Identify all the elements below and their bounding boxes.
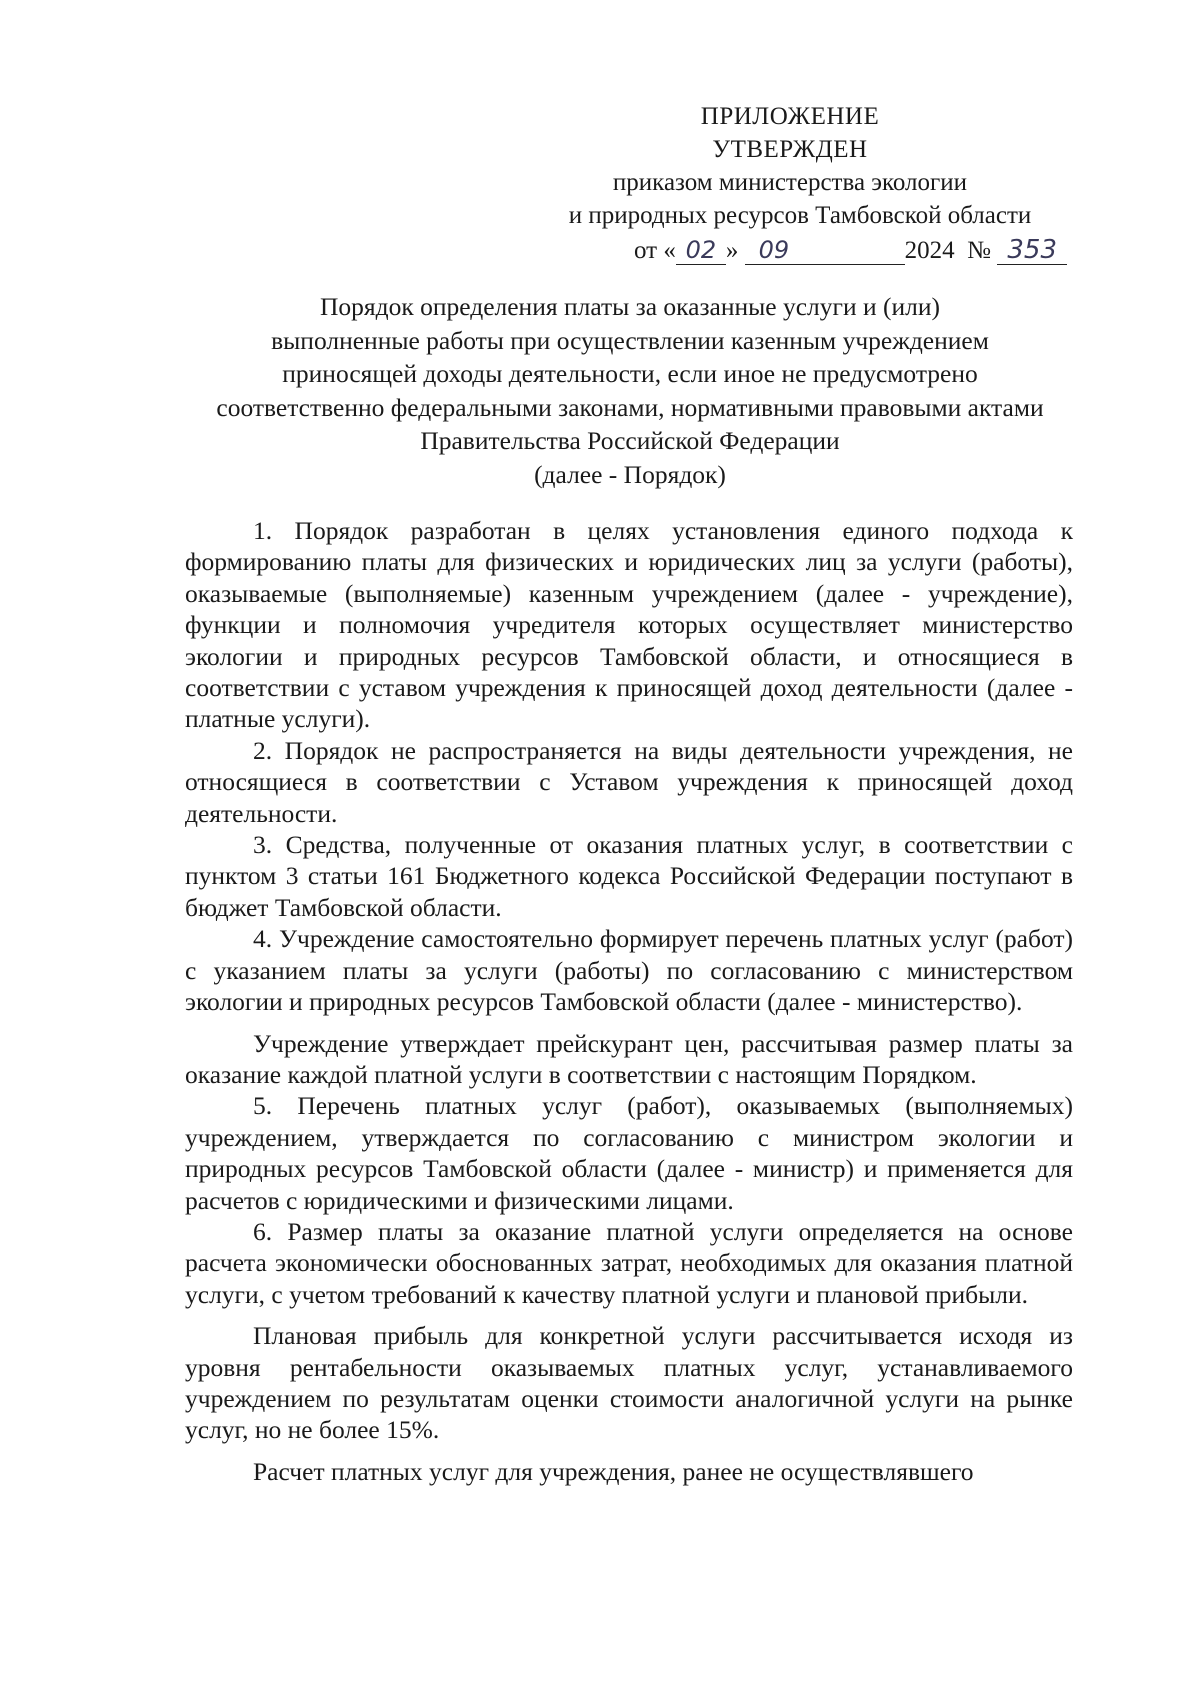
paragraph-6-calculation: Расчет платных услуг для учреждения, ранее не осуществлявшего [253,1456,974,1486]
title-line: соответственно федеральными законами, нормативными правовыми актами [216,392,1044,422]
handwritten-day: 02 [676,236,726,265]
date-separator: » [725,237,739,264]
document-body [185,515,1073,1487]
title-line: выполненные работы при осуществлении казенным учреждением [271,325,989,355]
paragraph-4-continued: Учреждение утверждает прейскурант цен, рассчитывая размер платы за оказание каждой платной услуги в соответствии с настоящим Порядком. [185,1028,1073,1089]
paragraph-1: 1. Порядок разработан в целях установления единого подхода к формированию платы для физических и юридических лиц за услуги (работы), оказываемые (выполняемые) казенным учреждением (далее - учреждение), функции и полномочия учредителя которых осуществляет министерство экологии и природных ресурсов Тамбовской области, и относящиеся в соответствии с уставом учреждения к приносящей доход деятельности (далее - платные услуги). [185,516,1073,734]
handwritten-order-number: 353 [997,236,1067,265]
appendix-heading: ПРИЛОЖЕНИЕ [700,103,880,130]
approved-heading: УТВЕРЖДЕН [712,136,868,163]
order-line-2: и природных ресурсов Тамбовской области [568,202,1032,229]
title-line: Порядок определения платы за оказанные услуги и (или) [319,292,941,321]
paragraph-5: 5. Перечень платных услуг (работ), оказываемых (выполняемых) учреждением, утверждается по согласованию с министром экологии и природных ресурсов Тамбовской области (далее - министр) и применяется для расчетов с юридическими и физическими лицами. [185,1091,1073,1215]
document-title [180,290,1080,491]
order-date-number [634,234,1067,267]
number-sign: № [967,237,991,264]
paragraph-3: 3. Средства, полученные от оказания платных услуг, в соответствии с пунктом 3 статьи 161 Бюджетного кодекса Российской Федерации поступают в бюджет Тамбовской области. [185,830,1073,922]
title-line: приносящей доходы деятельности, если иное не предусмотрено [282,359,978,388]
date-prefix: от « [634,237,676,264]
title-line: (далее - Порядок) [534,459,726,489]
order-line-1: приказом министерства экологии [612,169,968,196]
date-year: 2024 [904,237,955,264]
approval-block [560,100,1120,232]
handwritten-month: 09 [745,236,905,265]
paragraph-2: 2. Порядок не распространяется на виды деятельности учреждения, не относящиеся в соответствии с Уставом учреждения к приносящей доход деятельности. [185,735,1073,828]
paragraph-4: 4. Учреждение самостоятельно формирует перечень платных услуг (работ) с указанием платы за услуги (работы) по согласованию с министерством экологии и природных ресурсов Тамбовской области (далее - министерство). [185,924,1073,1017]
paragraph-6: 6. Размер платы за оказание платной услуги определяется на основе расчета экономически обоснованных затрат, необходимых для оказания платной услуги, с учетом требований к качеству платной услуги и плановой прибыли. [185,1216,1073,1309]
title-line: Правительства Российской Федерации [420,426,840,455]
paragraph-6-profit: Плановая прибыль для конкретной услуги рассчитывается исходя из уровня рентабельности оказываемых платных услуг, устанавливаемого учреждением по результатам оценки стоимости аналогичной услуги на рынке услуг, но не более 15%. [185,1321,1073,1445]
